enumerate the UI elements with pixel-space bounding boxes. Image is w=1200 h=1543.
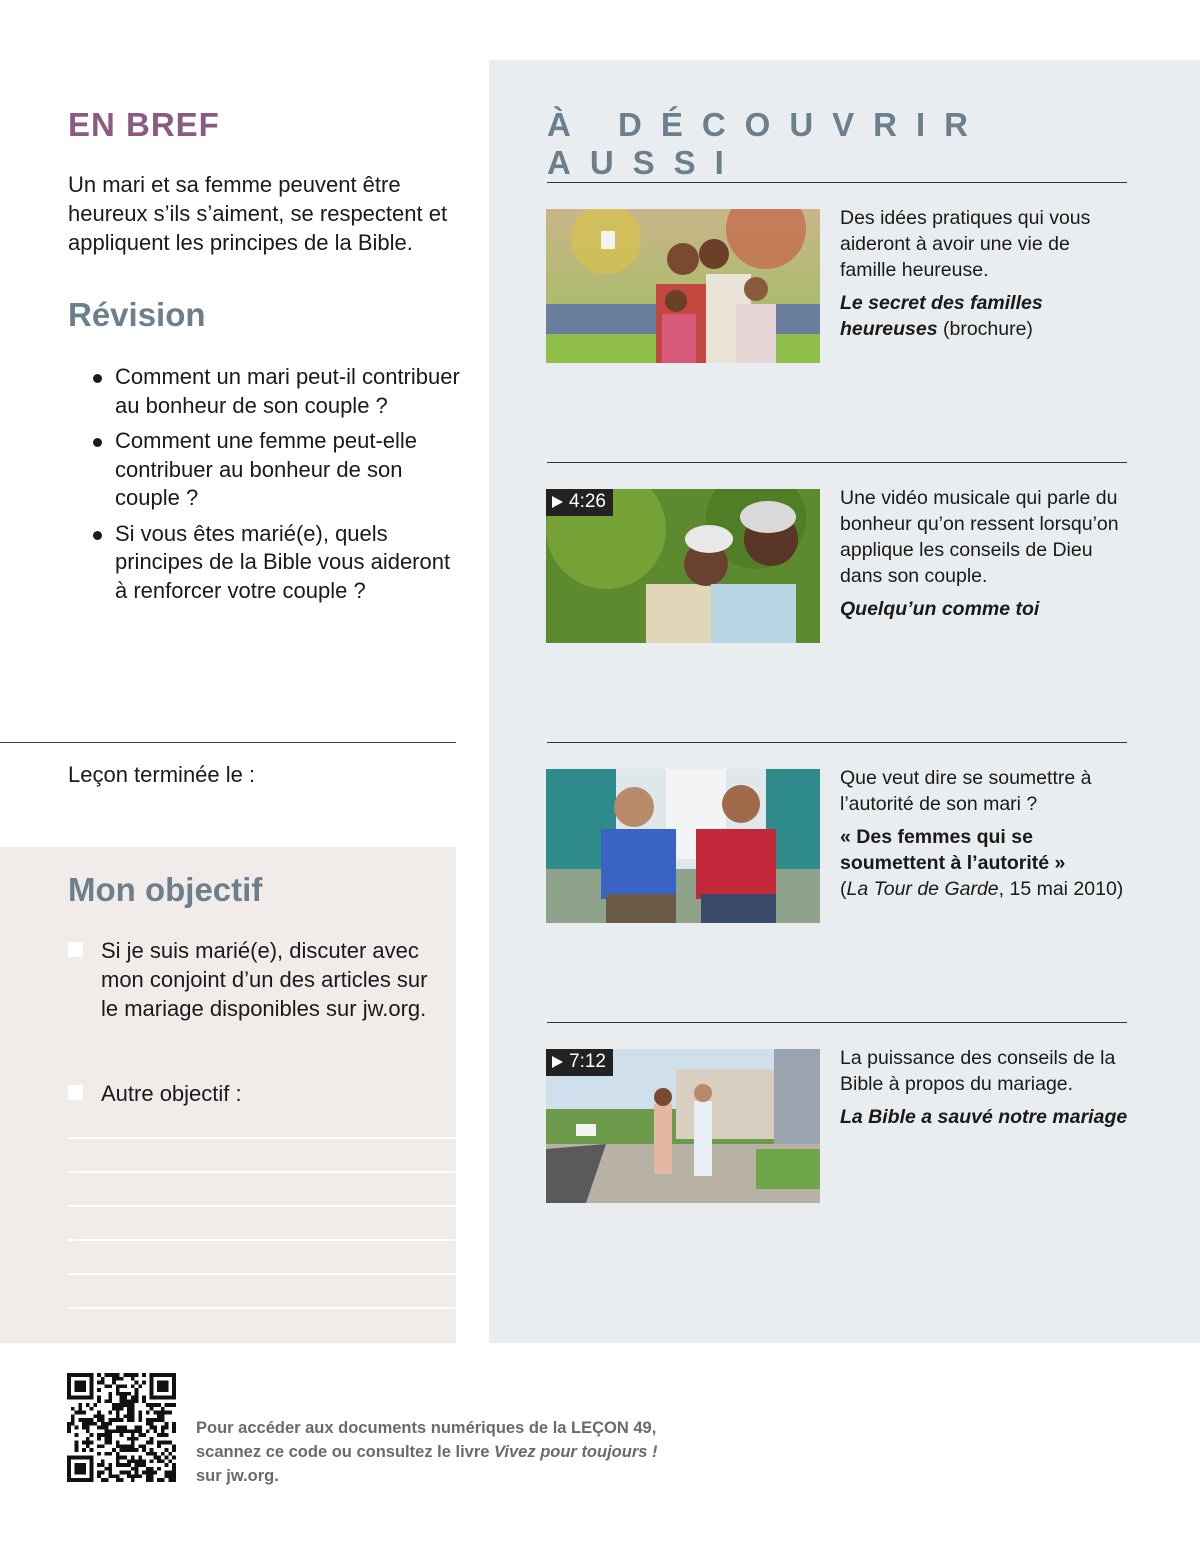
revision-list xyxy=(90,363,465,612)
objectif-item xyxy=(68,936,438,1023)
entry-title-link[interactable]: Le secret des familles heureuses (brochure) xyxy=(840,292,1043,340)
entry-title-link[interactable]: La Bible a sauvé notre mariage xyxy=(840,1106,1128,1128)
entry-description: Une vidéo musicale qui parle du bonheur qu’on ressent lorsqu’on applique les conseils de Dieu dans son couple. Quelqu’un comme toi xyxy=(840,485,1130,622)
play-icon xyxy=(552,1056,563,1068)
qr-code[interactable] xyxy=(67,1373,176,1482)
footer-note: Pour accéder aux documents numériques de la LEÇON 49, scannez ce code ou consultez le livre Vivez pour toujours ! sur jw.org. xyxy=(196,1419,658,1485)
objectif-item-text: Autre objectif : xyxy=(101,1081,242,1106)
entry-divider xyxy=(547,182,1127,183)
entry-source-note: (La Tour de Garde, 15 mai 2010) xyxy=(840,878,1124,900)
entry-title-link[interactable]: « Des femmes qui se soumettent à l’autorité » xyxy=(840,826,1066,874)
couple-walking-video[interactable] xyxy=(546,1049,820,1203)
revision-title: Révision xyxy=(68,296,206,333)
qr-code-icon xyxy=(67,1373,176,1482)
play-icon xyxy=(552,496,563,508)
revision-question: Comment une femme peut-elle contribuer au bonheur de son couple ? xyxy=(90,427,465,513)
objectif-checkbox[interactable] xyxy=(68,1085,83,1100)
objectif-item-text: Si je suis marié(e), discuter avec mon conjoint d’un des articles sur le mariage disponibles sur jw.org. xyxy=(101,938,428,1021)
entry-divider xyxy=(547,1022,1127,1023)
lecon-terminee-label: Leçon terminée le : xyxy=(68,762,256,787)
objectif-title: Mon objectif xyxy=(68,871,263,908)
write-line[interactable] xyxy=(68,1273,456,1275)
lecon-divider xyxy=(0,742,456,743)
objectif-checkbox[interactable] xyxy=(68,942,83,957)
entry-divider xyxy=(547,462,1127,463)
video-duration-badge: 7:12 xyxy=(546,1049,613,1076)
entry-title-link[interactable]: Quelqu’un comme toi xyxy=(840,598,1040,620)
revision-question: Comment un mari peut-il contribuer au bonheur de son couple ? xyxy=(90,363,465,420)
write-line[interactable] xyxy=(68,1171,456,1173)
family-selfie-photo[interactable] xyxy=(546,209,820,363)
write-line[interactable] xyxy=(68,1137,456,1139)
decouvrir-title: À DÉCOUVRIR AUSSI xyxy=(547,106,988,181)
revision-question: Si vous êtes marié(e), quels principes de la Bible vous aideront à renforcer votre couple ? xyxy=(90,520,465,606)
write-line[interactable] xyxy=(68,1239,456,1241)
write-line[interactable] xyxy=(68,1307,456,1309)
objectif-item xyxy=(68,1079,438,1108)
write-line[interactable] xyxy=(68,1205,456,1207)
entry-description: Que veut dire se soumettre à l’autorité de son mari ? « Des femmes qui se soumettent à l’autorité » (La Tour de Garde, 15 mai 2010) xyxy=(840,765,1130,902)
entry-description: La puissance des conseils de la Bible à propos du mariage. La Bible a sauvé notre mariage xyxy=(840,1045,1130,1130)
entry-description: Des idées pratiques qui vous aideront à avoir une vie de famille heureuse. Le secret des familles heureuses (brochure) xyxy=(840,205,1130,342)
en-bref-text: Un mari et sa femme peuvent être heureux s’ils s’aiment, se respectent et appliquent les principes de la Bible. xyxy=(68,172,448,255)
video-duration-badge: 4:26 xyxy=(546,489,613,516)
entry-divider xyxy=(547,742,1127,743)
couple-talking-photo[interactable] xyxy=(546,769,820,923)
en-bref-title: EN BREF xyxy=(68,106,220,143)
older-couple-video[interactable] xyxy=(546,489,820,643)
